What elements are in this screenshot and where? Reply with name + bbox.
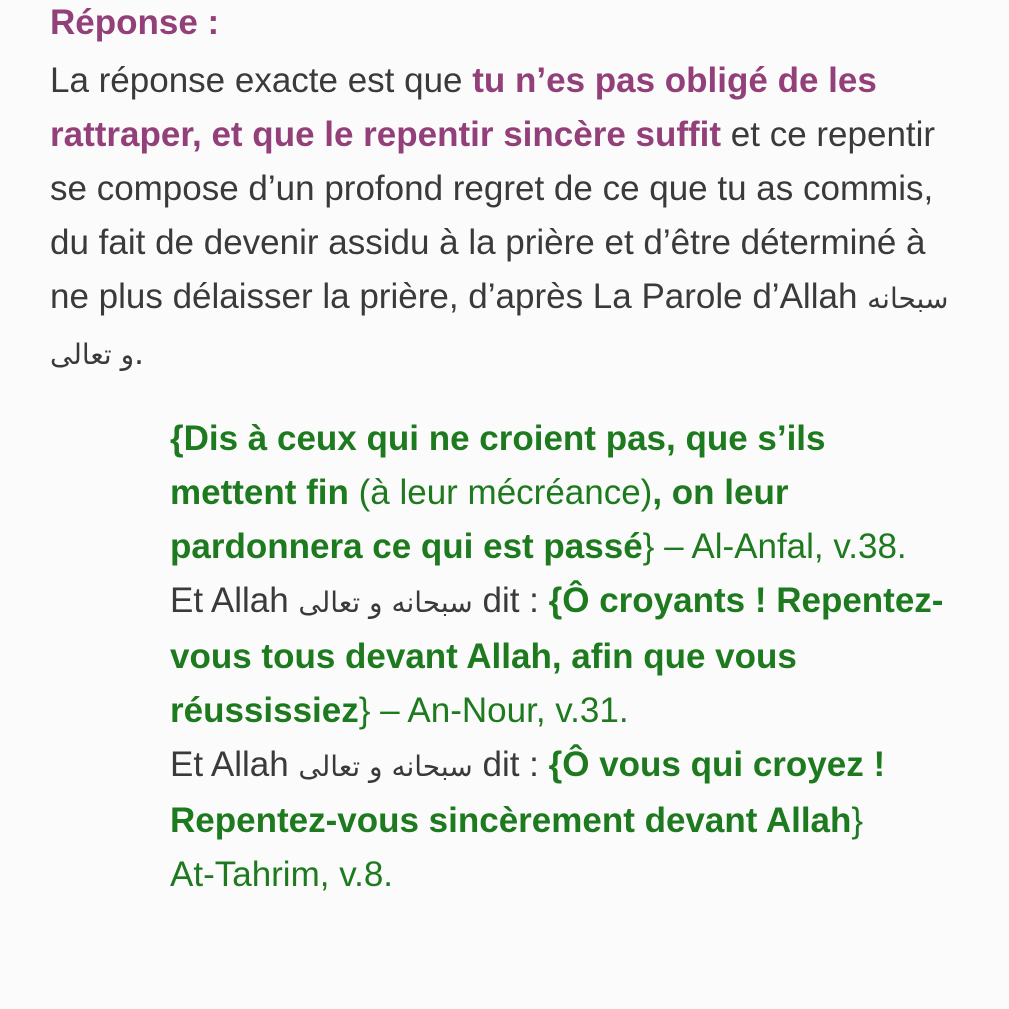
verse2-reference: – An-Nour, v.31. [370,691,629,730]
answer-text-middle: et ce repentir se compose d’un profond regret de ce que tu as commis, du fait de devenir assidu à la prière et d’être déterminé à ne plus délaisser la prière, d’après La Parole d’Allah [50,115,936,316]
verse3-quote: {Ô vous qui croyez ! Repentez-vous sincèrement devant Allah [170,745,886,840]
answer-text-start: La réponse exacte est que [50,61,473,100]
verse3-reference: At-Tahrim, v.8. [170,855,394,894]
verse1-quote-part1: {Dis à ceux qui ne croient pas, que s’ils mettent fin [170,419,826,512]
verses-block [170,412,950,902]
verse1-quote-parenthetical: (à leur mécréance) [348,473,653,512]
verse1-quote-part2: , on leur pardonnera ce qui est passé [170,473,789,566]
answer-highlight: tu n’es pas obligé de les rattraper, et que le repentir sincère suffit [50,61,877,154]
verse2-quote: {Ô croyants ! Repentez-vous tous devant Allah, afin que vous réussissiez [170,581,944,730]
verse-an-nour [170,574,950,738]
verse-al-anfal [170,412,950,574]
verse3-intro: Et Allah [170,745,299,784]
verse3-arabic-text: سبحانه و تعالى [298,750,473,783]
answer-heading: Réponse : [50,3,220,42]
verse1-reference: – Al-Anfal, v.38. [654,527,907,566]
verse3-dit: dit : [472,745,549,784]
verse-at-tahrim [170,738,950,902]
answer-arabic-text: سبحانه و تعالى [50,282,949,371]
verse2-close-brace: } [358,691,371,730]
verse2-arabic-text: سبحانه و تعالى [298,586,473,619]
answer-text-end: . [134,333,144,372]
verse1-close-brace: } [642,527,655,566]
verse2-dit: dit : [472,581,549,620]
verse2-intro: Et Allah [170,581,299,620]
verse3-close-brace: } [851,801,864,840]
answer-paragraph [50,54,955,382]
